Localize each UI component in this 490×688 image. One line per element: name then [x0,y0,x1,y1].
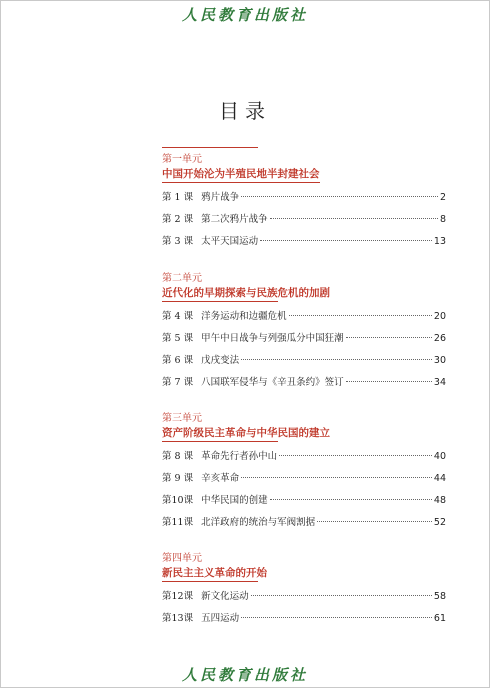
lesson-number: 第12课 [162,591,194,602]
leader-dots [317,521,432,522]
unit-number: 第二单元 [162,273,202,284]
lesson-page: 2 [439,192,446,203]
unit-divider [162,147,258,148]
publisher-logo-bottom: 人民教育出版社 [181,666,308,684]
lesson-name: 甲午中日战争与列强瓜分中国狂潮 [201,333,344,344]
unit-2 [162,272,446,407]
lesson-entry[interactable] [162,586,446,608]
lesson-name: 中华民国的创建 [201,495,268,506]
lesson-entry[interactable] [162,468,446,490]
leader-dots [279,455,432,456]
unit-4 [162,552,446,642]
lesson-name: 革命先行者孙中山 [201,451,278,462]
leader-dots [270,499,432,500]
leader-dots [251,595,432,596]
lesson-number: 第10课 [162,495,194,506]
unit-title-underline [162,301,278,302]
lesson-number: 第13课 [162,613,194,624]
lesson-number: 第 9 课 [162,473,194,484]
unit-number: 第一单元 [162,154,202,165]
lesson-name: 辛亥革命 [201,473,240,484]
lesson-name: 新文化运动 [201,591,249,602]
lesson-name: 戊戌变法 [201,355,240,366]
lesson-page: 58 [433,591,446,602]
unit-title: 中国开始沦为半殖民地半封建社会 [162,168,320,180]
lesson-name: 北洋政府的统治与军阀割据 [201,517,316,528]
lesson-page: 20 [433,311,446,322]
lesson-entry[interactable] [162,608,446,630]
lesson-name: 洋务运动和边疆危机 [201,311,287,322]
lesson-page: 34 [433,377,446,388]
page-title: 目录 [219,99,271,123]
lesson-entry[interactable] [162,350,446,372]
lesson-number: 第 6 课 [162,355,194,366]
lesson-entry[interactable] [162,306,446,328]
lesson-page: 8 [439,214,446,225]
lesson-page: 30 [433,355,446,366]
unit-3 [162,412,446,547]
unit-title-underline [162,441,278,442]
lesson-entry[interactable] [162,187,446,209]
leader-dots [346,381,432,382]
lesson-number: 第 4 课 [162,311,194,322]
lesson-number: 第 8 课 [162,451,194,462]
leader-dots [270,218,438,219]
lesson-number: 第 7 课 [162,377,194,388]
unit-title-underline [162,182,320,183]
lesson-entry[interactable] [162,209,446,231]
lesson-number: 第 3 课 [162,236,194,247]
lesson-page: 52 [433,517,446,528]
lesson-page: 40 [433,451,446,462]
leader-dots [241,477,432,478]
leader-dots [289,315,432,316]
leader-dots [346,337,432,338]
lesson-page: 44 [433,473,446,484]
lesson-entry[interactable] [162,328,446,350]
unit-title: 近代化的早期探索与民族危机的加剧 [162,287,330,299]
lesson-page: 48 [433,495,446,506]
lesson-page: 61 [433,613,446,624]
lesson-number: 第 2 课 [162,214,194,225]
unit-title: 资产阶级民主革命与中华民国的建立 [162,427,330,439]
lesson-page: 13 [433,236,446,247]
lesson-number: 第 1 课 [162,192,194,203]
lesson-name: 五四运动 [201,613,240,624]
unit-title: 新民主主义革命的开始 [162,567,267,579]
lesson-entry[interactable] [162,490,446,512]
leader-dots [241,196,438,197]
lesson-name: 太平天国运动 [201,236,259,247]
leader-dots [241,359,432,360]
publisher-logo-top: 人民教育出版社 [181,6,308,24]
lesson-page: 26 [433,333,446,344]
unit-1 [162,147,446,267]
lesson-number: 第 5 课 [162,333,194,344]
lesson-number: 第11课 [162,517,194,528]
lesson-name: 第二次鸦片战争 [201,214,268,225]
unit-title-underline [162,581,258,582]
lesson-name: 八国联军侵华与《辛丑条约》签订 [201,377,344,388]
leader-dots [260,240,432,241]
lesson-entry[interactable] [162,372,446,394]
lesson-name: 鸦片战争 [201,192,240,203]
lesson-entry[interactable] [162,231,446,253]
lesson-entry[interactable] [162,446,446,468]
lesson-entry[interactable] [162,512,446,534]
unit-number: 第三单元 [162,413,202,424]
unit-number: 第四单元 [162,553,202,564]
table-of-contents [162,147,446,642]
leader-dots [241,617,432,618]
